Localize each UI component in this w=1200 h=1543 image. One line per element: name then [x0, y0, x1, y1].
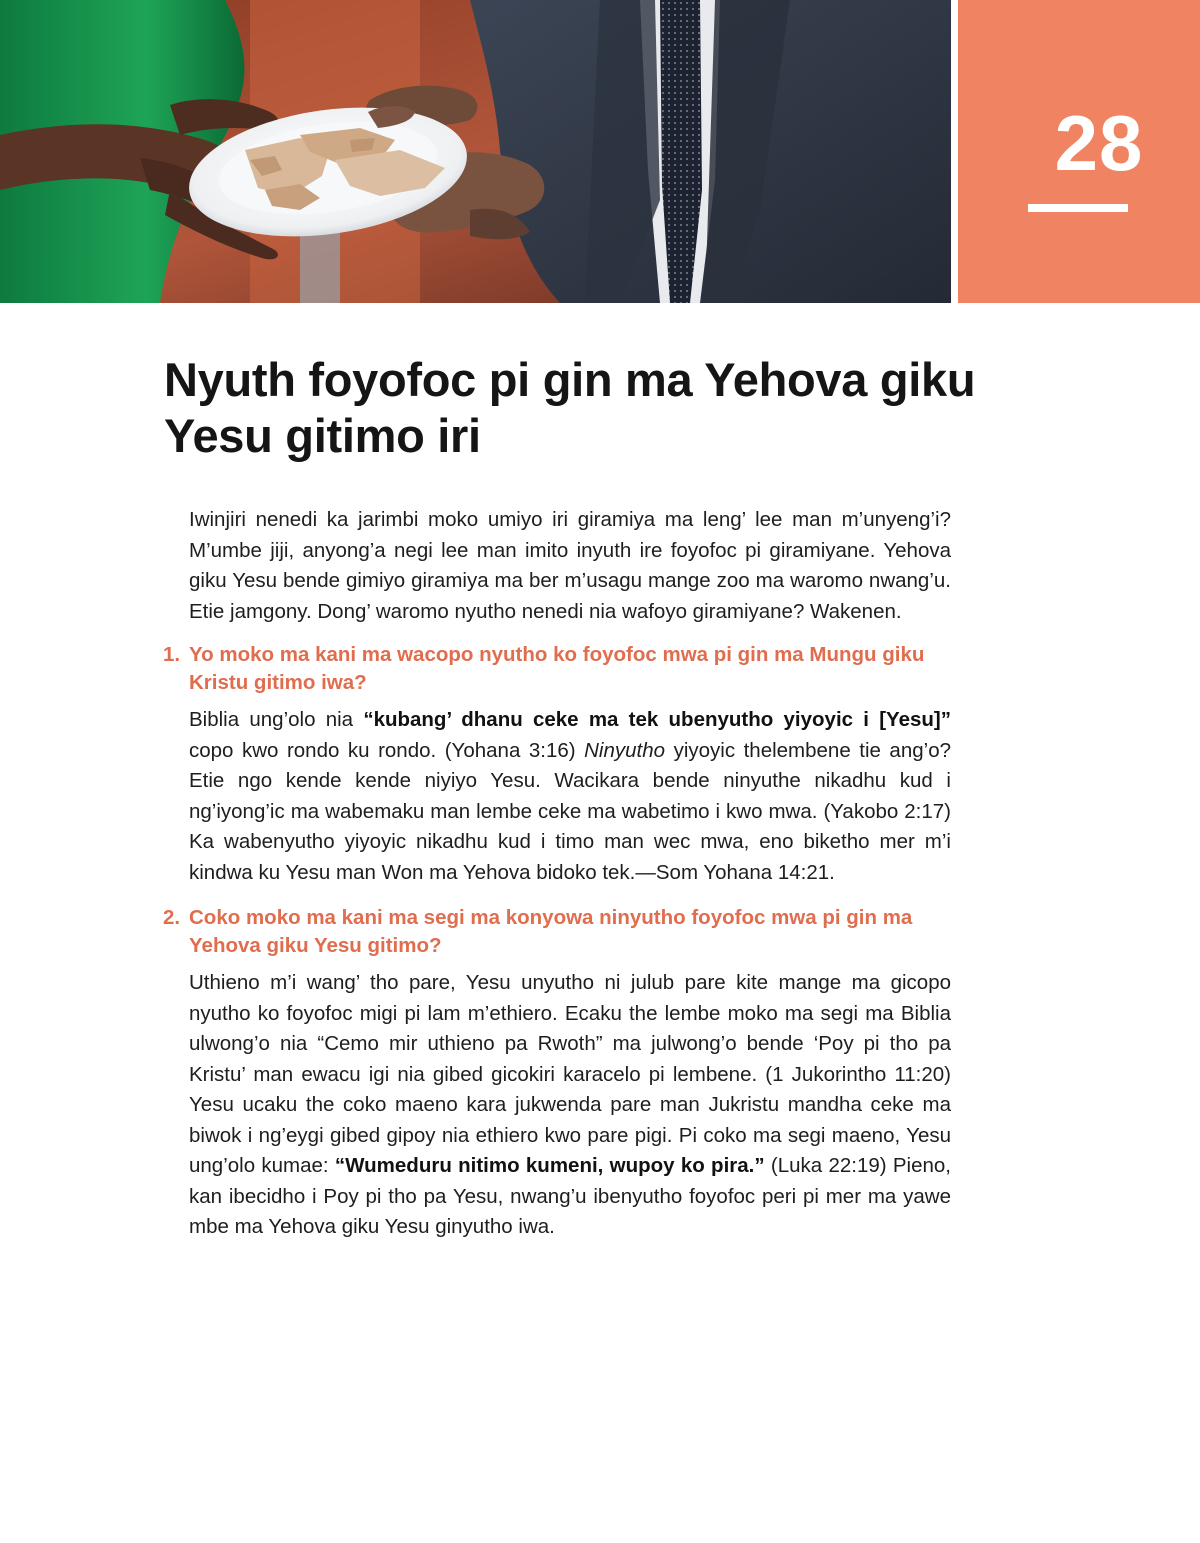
lesson-number-underline: [1028, 204, 1128, 212]
question-2-number: 2.: [163, 906, 181, 929]
answer-1-text-c: yiyoyic thelembene tie ang’o? Etie ngo kende kende niyiyo Yesu. Wacikara bende ninyuthe nikadhu kud i ng’iyong’ic ma wabemaku man lembe ceke ma wabetimo i kwo mwa. (Yakobo 2:17) Ka wabenyutho yiyoyic nikadhu kud i timo man wec mwa, eno biketho mer m’i kindwa ku Yesu man Won ma Yehova bidoko tek.—Som Yohana 14:21.: [189, 738, 951, 884]
lesson-number: 28: [1054, 99, 1144, 187]
lesson-number-panel: [958, 0, 1200, 303]
hero-photo: [0, 0, 951, 303]
question-2: [163, 904, 951, 960]
answer-2-text-b: (Luka 22:19) Pieno, kan ibecidho i Poy pi tho pa Yesu, nwang’u ibenyutho foyofoc peri pi mer ma yawe mbe ma Yehova giku Yesu ginyutho iwa.: [189, 1154, 951, 1238]
question-2-text: Coko moko ma kani ma segi ma konyowa ninyutho foyofoc mwa pi gin ma Yehova giku Yesu gitimo?: [189, 906, 913, 957]
intro-paragraph: Iwinjiri nenedi ka jarimbi moko umiyo iri giramiya ma leng’ lee man m’unyeng’i? M’umbe jiji, anyong’a negi lee man imito inyuth ire foyofoc pi giramiyane. Yehova giku Yesu bende gimiyo giramiya ma ber m’usagu mange zoo ma waromo nwang’u. Etie jamgony. Dong’ waromo nyutho nenedi nia wafoyo giramiyane? Wakenen.: [189, 508, 951, 623]
answer-1-text-b: copo kwo rondo ku rondo. (Yohana 3:16): [189, 738, 585, 762]
answer-1-emphasis: Ninyutho: [584, 738, 666, 762]
answer-1-paragraph: [189, 705, 951, 888]
page-title: Nyuth foyofoc pi gin ma Yehova giku Yesu gitimo iri: [164, 353, 976, 462]
photo-hands-passing-plate-of-bread-icon: [0, 0, 951, 303]
question-1-text: Yo moko ma kani ma wacopo nyutho ko foyofoc mwa pi gin ma Mungu giku Kristu gitimo iwa?: [189, 643, 925, 694]
answer-1-quote: “kubang’ dhanu ceke ma tek ubenyutho yiyoyic i [Yesu]”: [363, 708, 951, 731]
answer-2-text-a: Uthieno m’i wang’ tho pare, Yesu unyutho ni julub pare kite mange ma gicopo nyutho ko foyofoc migi pi lam m’ethiero. Ecaku the lembe moko ma segi ma Biblia ulwong’o nia “Cemo mir uthieno pa Rwoth” ma julwong’o bende ‘Poy pi tho pa Kristu’ man ewacu igi nia gibed gicokiri karacelo pi lembene. (1 Jukorintho 11:20) Yesu ucaku the coko maeno kara jukwenda pare man Jukristu mandha ceke ma biwok i ng’eygi gibed gipoy nia ethiero kwo pare pigi. Pi coko ma segi maeno, Yesu ung’olo kumae:: [189, 971, 951, 1177]
answer-1-text-a: Biblia ung’olo nia: [189, 708, 364, 731]
answer-2-paragraph: [189, 968, 951, 1243]
question-1-number: 1.: [163, 643, 181, 666]
question-1: [163, 641, 951, 697]
answer-2-quote: “Wumeduru nitimo kumeni, wupoy ko pira.”: [334, 1154, 765, 1177]
lesson-content: [163, 505, 951, 1243]
